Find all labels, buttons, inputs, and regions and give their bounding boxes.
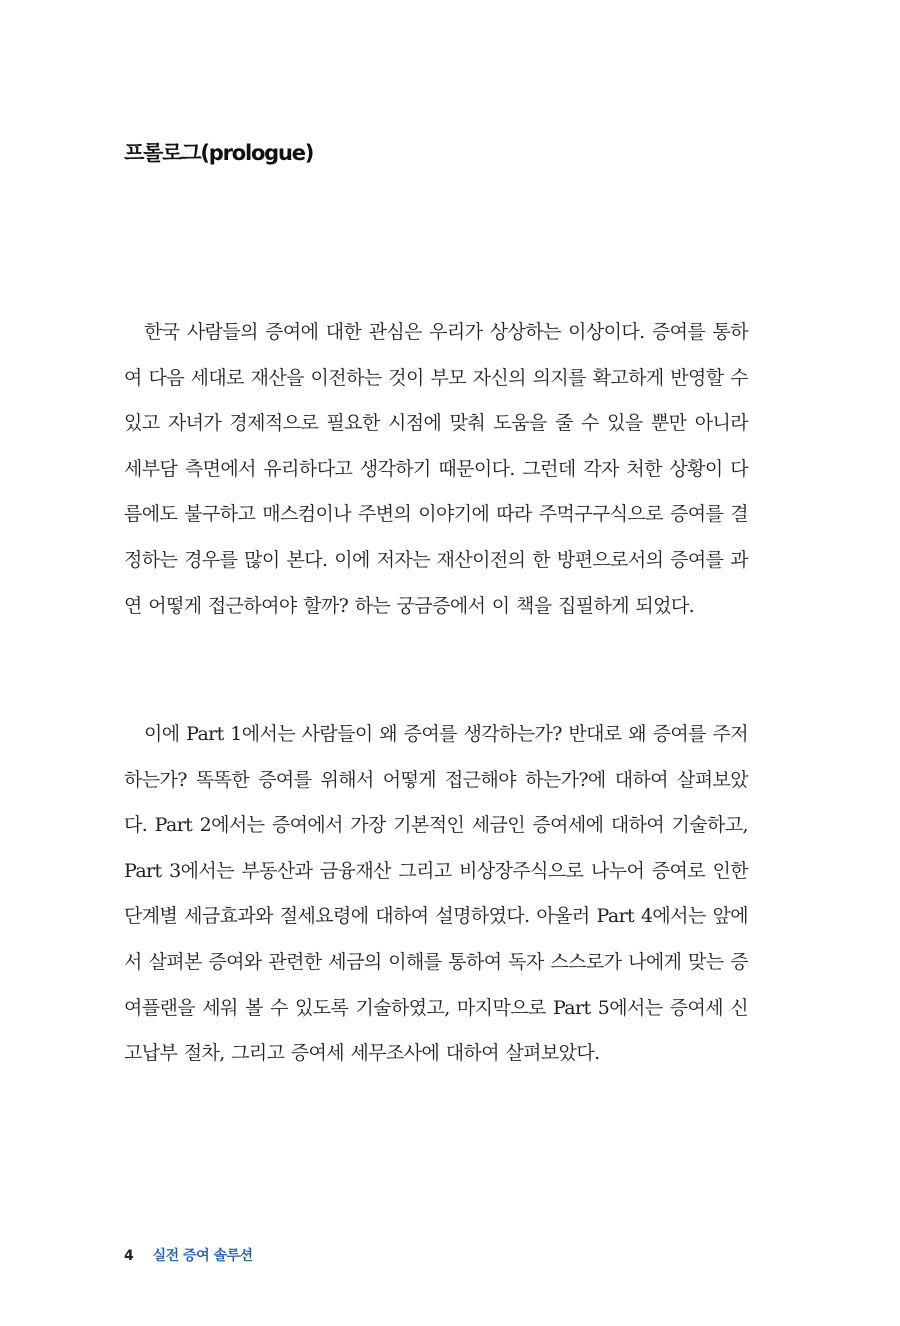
body-paragraph-1: 한국 사람들의 증여에 대한 관심은 우리가 상상하는 이상이다. 증여를 통하여 다음 세대로 재산을 이전하는 것이 부모 자신의 의지를 확고하게 반영할 수 있고 자녀가 경제적으로 필요한 시점에 맞춰 도움을 줄 수 있을 뿐만 아니라 세부담 측면에서 유리하다고 생각하기 때문이다. 그런데 각자 처한 상황이 다름에도 불구하고 매스컴이나 주변의 이야기에 따라 주먹구구식으로 증여를 결정하는 경우를 많이 본다. 이에 저자는 재산이전의 한 방편으로서의 증여를 과연 어떻게 접근하여야 할까? 하는 궁금증에서 이 책을 집필하게 되었다. <box>124 321 748 617</box>
chapter-heading: 프롤로그(prologue) <box>124 141 314 165</box>
running-book-title: 실전 증여 솔루션 <box>152 1248 253 1264</box>
body-paragraph-2: 이에 Part 1에서는 사람들이 왜 증여를 생각하는가? 반대로 왜 증여를 주저하는가? 똑똑한 증여를 위해서 어떻게 접근해야 하는가?에 대하여 살펴보았다. Part 2에서는 증여에서 가장 기본적인 세금인 증여세에 대하여 기술하고, Part 3에서는 부동산과 금융재산 그리고 비상장주식으로 나누어 증여로 인한 단계별 세금효과와 절세요령에 대하여 설명하였다. 아울러 Part 4에서는 앞에서 살펴본 증여와 관련한 세금의 이해를 통하여 독자 스스로가 나에게 맞는 증여플랜을 세워 볼 수 있도록 기술하였고, 마지막으로 Part 5에서는 증여세 신고납부 절차, 그리고 증여세 세무조사에 대하여 살펴보았다. <box>124 723 748 1065</box>
page-number: 4 <box>124 1248 134 1264</box>
page-footer <box>124 1246 253 1266</box>
